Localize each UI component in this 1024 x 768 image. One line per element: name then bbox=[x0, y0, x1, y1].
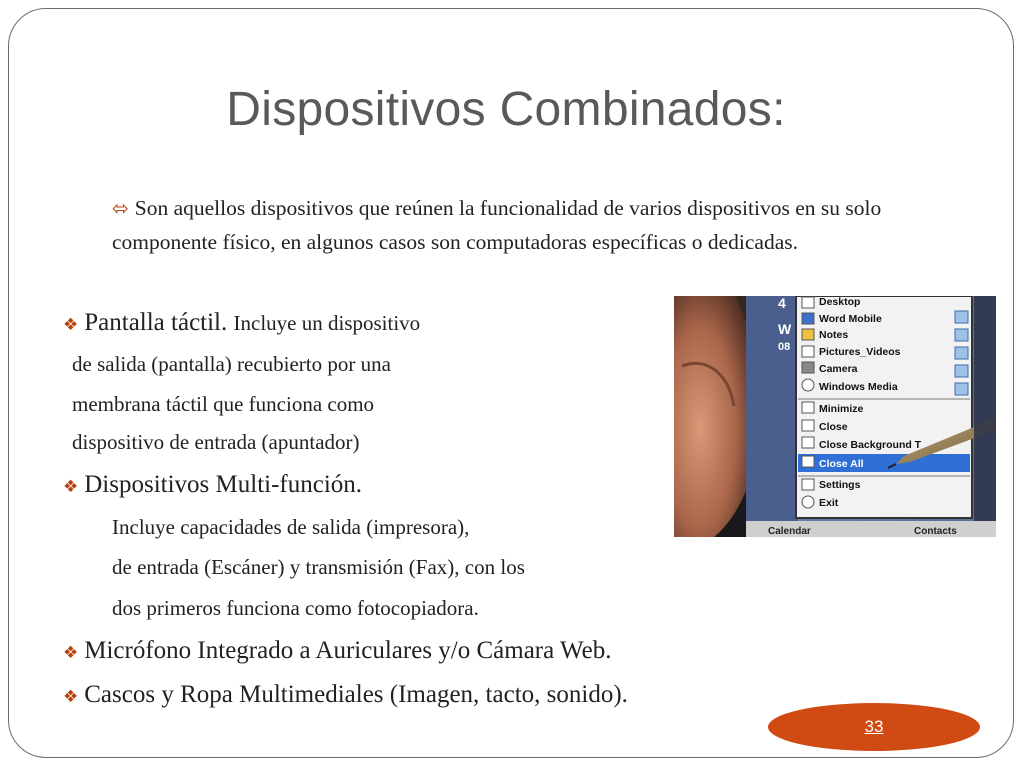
intro-text: Son aquellos dispositivos que reúnen la funcionalidad de varios dispositivos en su solo componente físico, en algunos casos son computadoras específicas o dedicadas. bbox=[112, 196, 882, 254]
bullet-item-microphone bbox=[63, 637, 611, 665]
status-text: 08 bbox=[778, 341, 791, 353]
diamond-bullet-icon: ❖ bbox=[63, 315, 79, 335]
menu-item: Notes bbox=[819, 329, 849, 341]
bullet-line: Incluye capacidades de salida (impresora), bbox=[112, 515, 470, 539]
menu-item: Windows Media bbox=[819, 381, 898, 393]
intro-paragraph bbox=[112, 191, 924, 259]
menu-item: Word Mobile bbox=[819, 313, 882, 325]
diamond-bullet-icon: ❖ bbox=[63, 643, 79, 663]
bullet-line: membrana táctil que funciona como bbox=[72, 392, 375, 416]
bullet-heading: Dispositivos Multi-función. bbox=[84, 471, 363, 498]
bullet-line: de salida (pantalla) recubierto por una bbox=[72, 352, 391, 376]
menu-item: Desktop bbox=[819, 296, 861, 308]
status-text: W bbox=[778, 321, 792, 337]
softkey-label: Contacts bbox=[914, 526, 957, 537]
bullet-line: Incluye un dispositivo bbox=[233, 311, 421, 335]
page-number[interactable]: 33 bbox=[864, 717, 884, 736]
double-arrow-icon: ⬄ bbox=[112, 196, 129, 220]
pda-photo bbox=[674, 296, 996, 537]
status-text: 4 bbox=[778, 296, 786, 311]
menu-item: Pictures_Videos bbox=[819, 346, 901, 358]
bullet-line: dispositivo de entrada (apuntador) bbox=[72, 430, 360, 454]
page-number-badge bbox=[768, 703, 980, 751]
bullet-heading: Micrófono Integrado a Auriculares y/o Cámara Web. bbox=[84, 637, 612, 664]
bullet-heading: Pantalla táctil. bbox=[84, 309, 228, 336]
menu-item: Close bbox=[819, 421, 848, 433]
menu-item: Settings bbox=[819, 479, 861, 491]
bullet-item-touchscreen bbox=[63, 309, 420, 337]
bullet-item-multifunction bbox=[63, 471, 362, 499]
bullet-item-helmets bbox=[63, 681, 628, 709]
menu-item: Exit bbox=[819, 497, 839, 509]
bullet-line: de entrada (Escáner) y transmisión (Fax), con los bbox=[112, 555, 525, 579]
menu-item: Close Background T bbox=[819, 439, 922, 451]
diamond-bullet-icon: ❖ bbox=[63, 687, 79, 707]
slide-title: Dispositivos Combinados: bbox=[226, 83, 786, 136]
menu-item: Minimize bbox=[819, 403, 864, 415]
bullet-heading: Cascos y Ropa Multimediales (Imagen, tacto, sonido). bbox=[84, 681, 628, 708]
menu-item: Close All bbox=[819, 458, 864, 470]
bullet-line: dos primeros funciona como fotocopiadora. bbox=[112, 596, 479, 620]
menu-item: Camera bbox=[819, 363, 858, 375]
diamond-bullet-icon: ❖ bbox=[63, 477, 79, 497]
softkey-label: Calendar bbox=[768, 526, 811, 537]
